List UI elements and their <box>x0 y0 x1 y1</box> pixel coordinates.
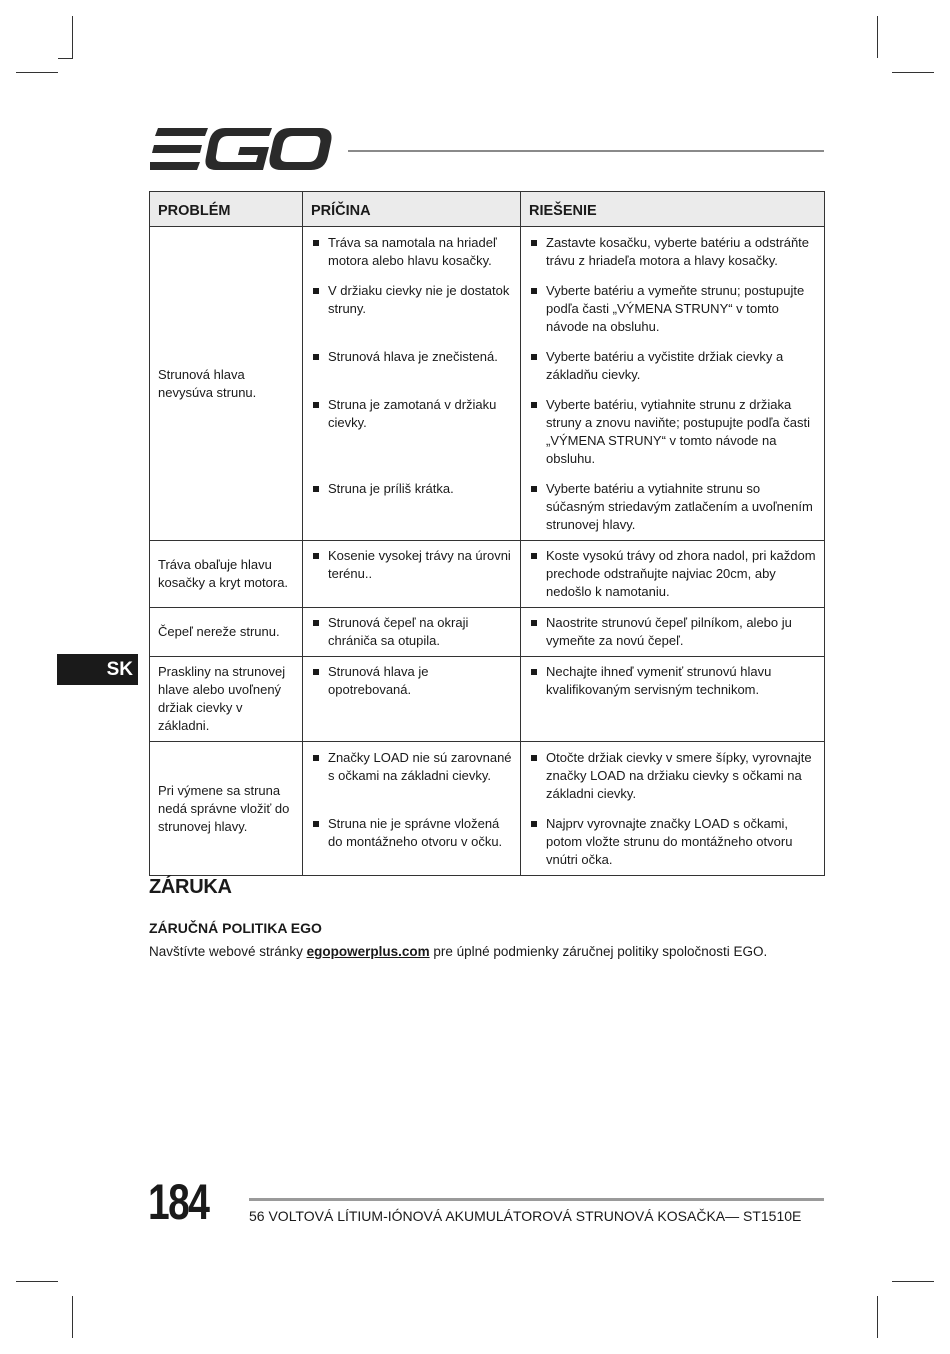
cause-text: V držiaku cievky nie je dostatok struny. <box>311 282 512 318</box>
warranty-text-before: Navštívte webové stránky <box>149 944 307 959</box>
solution-text: Vyberte batériu a vyčistite držiak cievky a základňu cievky. <box>529 348 816 384</box>
crop-mark <box>877 16 878 58</box>
cause-text: Tráva sa namotala na hriadeľ motora alebo hlavu kosačky. <box>311 234 512 270</box>
solution-cell <box>521 608 825 657</box>
cause-cell <box>303 742 521 810</box>
solution-cell <box>521 657 825 742</box>
solution-text: Koste vysokú trávy od zhora nadol, pri každom prechode odstraňujte najviac 20cm, aby nedošlo k namotaniu. <box>529 547 816 601</box>
table-row <box>150 657 825 742</box>
table-header-row <box>150 192 825 227</box>
cause-text: Struna nie je správne vložená do montážneho otvoru v očku. <box>311 815 512 851</box>
header-rule <box>348 150 824 152</box>
cause-cell <box>303 227 521 277</box>
warranty-text-after: pre úplné podmienky záručnej politiky spoločnosti EGO. <box>429 944 768 959</box>
solution-cell <box>521 390 825 474</box>
table-row <box>150 742 825 810</box>
crop-mark <box>72 1296 73 1338</box>
section-subheading: ZÁRUČNÁ POLITIKA EGO <box>149 920 322 936</box>
solution-cell <box>521 742 825 810</box>
solution-text: Najprv vyrovnajte značky LOAD s očkami, potom vložte strunu do montážneho otvoru vnútri očka. <box>529 815 816 869</box>
footer-title: 56 VOLTOVÁ LÍTIUM-IÓNOVÁ AKUMULÁTOROVÁ STRUNOVÁ KOSAČKA— ST1510E <box>249 1208 802 1224</box>
problem-cell: Pri výmene sa struna nedá správne vložiť do strunovej hlavy. <box>150 742 303 876</box>
cause-cell <box>303 608 521 657</box>
warranty-paragraph <box>149 944 767 959</box>
problem-cell: Čepeľ nereže strunu. <box>150 608 303 657</box>
solution-cell <box>521 342 825 390</box>
solution-text: Zastavte kosačku, vyberte batériu a odstráňte trávu z hriadeľa motora a hlavy kosačky. <box>529 234 816 270</box>
cause-text: Strunová hlava je opotrebovaná. <box>311 663 512 699</box>
cause-text: Kosenie vysokej trávy na úrovni terénu.. <box>311 547 512 583</box>
language-tab: SK <box>57 654 138 685</box>
crop-mark <box>16 72 58 73</box>
cause-cell <box>303 474 521 541</box>
solution-text: Naostrite strunovú čepeľ pilníkom, alebo ju vymeňte za novú čepeľ. <box>529 614 816 650</box>
cause-text: Značky LOAD nie sú zarovnané s očkami na základni cievky. <box>311 749 512 785</box>
column-header-cause: PRÍČINA <box>303 192 521 227</box>
cause-text: Struna je príliš krátka. <box>311 480 512 498</box>
page-number: 184 <box>148 1174 209 1230</box>
solution-cell <box>521 276 825 342</box>
cause-text: Strunová čepeľ na okraji chrániča sa otupila. <box>311 614 512 650</box>
cause-cell <box>303 390 521 474</box>
solution-text: Nechajte ihneď vymeniť strunovú hlavu kvalifikovaným servisným technikom. <box>529 663 816 699</box>
cause-cell <box>303 342 521 390</box>
crop-mark <box>877 1296 878 1338</box>
solution-cell <box>521 541 825 608</box>
solution-text: Vyberte batériu a vytiahnite strunu so súčasným striedavým zatlačením a uvoľnením strunovej hlavy. <box>529 480 816 534</box>
cause-text: Struna je zamotaná v držiaku cievky. <box>311 396 512 432</box>
solution-cell <box>521 227 825 277</box>
column-header-problem: PROBLÉM <box>150 192 303 227</box>
footer-rule <box>249 1198 824 1201</box>
section-heading: ZÁRUKA <box>149 876 232 898</box>
crop-mark <box>58 58 73 59</box>
problem-cell: Praskliny na strunovej hlave alebo uvoľnený držiak cievky v základni. <box>150 657 303 742</box>
solution-cell <box>521 474 825 541</box>
solution-text: Otočte držiak cievky v smere šípky, vyrovnajte značky LOAD na držiaku cievky s očkami na základni cievky. <box>529 749 816 803</box>
cause-text: Strunová hlava je znečistená. <box>311 348 512 366</box>
problem-cell: Tráva obaľuje hlavu kosačky a kryt motora. <box>150 541 303 608</box>
crop-mark <box>892 72 934 73</box>
cause-cell <box>303 276 521 342</box>
crop-mark <box>892 1281 934 1282</box>
solution-text: Vyberte batériu a vymeňte strunu; postupujte podľa časti „VÝMENA STRUNY“ v tomto návode na obsluhu. <box>529 282 816 336</box>
cause-cell <box>303 541 521 608</box>
crop-mark <box>72 16 73 58</box>
website-link[interactable]: egopowerplus.com <box>306 944 430 959</box>
solution-cell <box>521 809 825 876</box>
crop-mark <box>16 1281 58 1282</box>
table-row <box>150 227 825 277</box>
troubleshooting-table <box>149 191 825 876</box>
ego-logo <box>150 128 332 172</box>
solution-text: Vyberte batériu, vytiahnite strunu z držiaka struny a znovu naviňte; postupujte podľa časti „VÝMENA STRUNY“ v tomto návode na obsluhu. <box>529 396 816 468</box>
table-row <box>150 541 825 608</box>
table-row <box>150 608 825 657</box>
column-header-solution: RIEŠENIE <box>521 192 825 227</box>
cause-cell <box>303 809 521 876</box>
problem-cell: Strunová hlava nevysúva strunu. <box>150 227 303 541</box>
cause-cell <box>303 657 521 742</box>
